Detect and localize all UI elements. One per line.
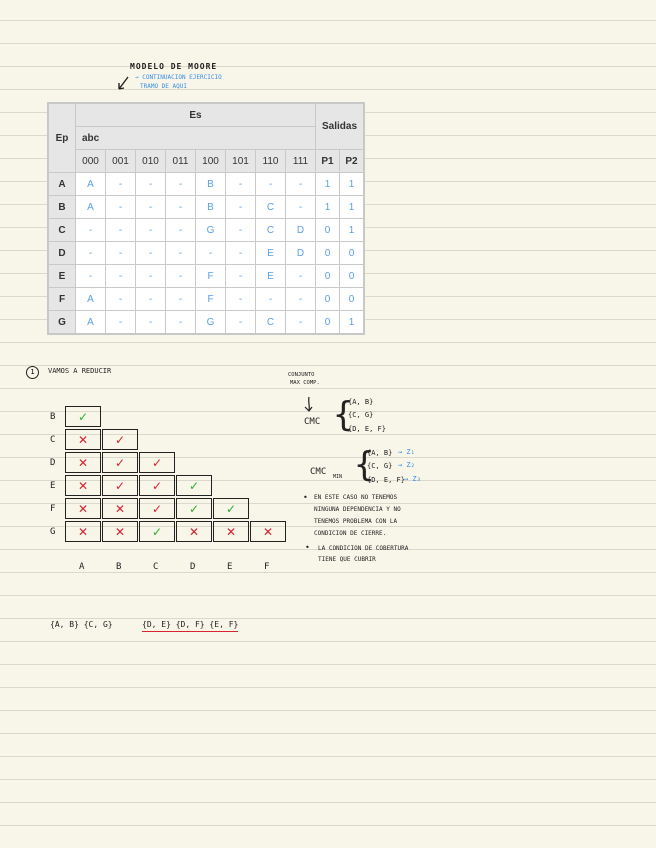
- output-cell: 1: [340, 173, 365, 196]
- state-label: G: [48, 311, 76, 335]
- bullet-dot-1: •: [303, 493, 308, 502]
- next-state-cell: -: [226, 288, 256, 311]
- down-arrow-icon: [302, 396, 316, 414]
- next-state-cell: -: [226, 219, 256, 242]
- output-cell: 0: [316, 311, 340, 335]
- output-header: P2: [340, 150, 365, 173]
- state-label: C: [48, 219, 76, 242]
- state-label: E: [48, 265, 76, 288]
- next-state-cell: G: [196, 219, 226, 242]
- next-state-cell: -: [76, 242, 106, 265]
- bullet1-line-4: CONDICION DE CIERRE.: [314, 530, 387, 537]
- next-state-cell: -: [166, 311, 196, 335]
- output-cell: 1: [340, 311, 365, 335]
- next-state-cell: -: [226, 196, 256, 219]
- row-label: B: [50, 412, 56, 422]
- next-state-cell: -: [106, 196, 136, 219]
- table-row: [48, 173, 364, 196]
- next-state-cell: F: [196, 265, 226, 288]
- next-state-cell: -: [106, 288, 136, 311]
- state-label: D: [48, 242, 76, 265]
- cmc-min-set-3: {D, E, F}: [367, 476, 405, 484]
- next-state-cell: -: [196, 242, 226, 265]
- next-state-cell: -: [166, 242, 196, 265]
- row-label: C: [50, 435, 56, 445]
- output-cell: 1: [340, 196, 365, 219]
- output-cell: 0: [340, 288, 365, 311]
- bullet1-line-2: NINGUNA DEPENDENCIA Y NO: [314, 506, 401, 513]
- bullet2-line-2: TIENE QUE CUBRIR: [318, 556, 376, 563]
- next-state-cell: A: [76, 288, 106, 311]
- table-row: [48, 242, 364, 265]
- step-label: VAMOS A REDUCIR: [48, 367, 112, 375]
- next-state-cell: -: [106, 219, 136, 242]
- cmc-min-set-1: {A, B}: [367, 449, 393, 457]
- output-cell: 0: [340, 265, 365, 288]
- implication-cell: ✕: [65, 521, 101, 542]
- next-state-cell: -: [286, 173, 316, 196]
- next-state-cell: B: [196, 173, 226, 196]
- implication-cell: ✓: [139, 521, 175, 542]
- next-state-cell: -: [166, 265, 196, 288]
- next-state-cell: -: [76, 265, 106, 288]
- implication-cell: ✕: [65, 429, 101, 450]
- implication-cell: ✕: [213, 521, 249, 542]
- next-state-cell: -: [76, 219, 106, 242]
- next-state-cell: A: [76, 311, 106, 335]
- implication-cell: ✓: [139, 475, 175, 496]
- cmc-min-sub: MIN: [333, 474, 343, 480]
- next-state-cell: -: [286, 311, 316, 335]
- next-state-cell: C: [256, 311, 286, 335]
- code-header: 001: [106, 150, 136, 173]
- next-state-cell: G: [196, 311, 226, 335]
- next-state-cell: -: [286, 265, 316, 288]
- code-header: 100: [196, 150, 226, 173]
- next-state-cell: -: [226, 311, 256, 335]
- table-row: [48, 219, 364, 242]
- next-state-cell: C: [256, 196, 286, 219]
- arrow-icon: [114, 74, 134, 94]
- row-label: G: [50, 527, 56, 537]
- next-state-cell: -: [166, 196, 196, 219]
- row-label: F: [50, 504, 56, 514]
- ep-header: Ep: [48, 103, 76, 173]
- implication-cell: ✕: [65, 475, 101, 496]
- col-label: B: [116, 562, 122, 572]
- table-row: [48, 196, 364, 219]
- step-number: 1: [26, 366, 39, 379]
- implication-cell: ✓: [102, 429, 138, 450]
- next-state-cell: -: [136, 311, 166, 335]
- implication-cell: ✕: [102, 521, 138, 542]
- next-state-cell: -: [106, 242, 136, 265]
- next-state-cell: -: [226, 173, 256, 196]
- bullet2-line-1: LA CONDICION DE COBERTURA: [318, 545, 409, 552]
- output-cell: 1: [340, 219, 365, 242]
- state-label: B: [48, 196, 76, 219]
- next-state-cell: F: [196, 288, 226, 311]
- state-label: F: [48, 288, 76, 311]
- next-state-cell: -: [136, 265, 166, 288]
- next-state-cell: -: [226, 242, 256, 265]
- cmc-min-target-3: → Z₃: [404, 475, 421, 483]
- cmc-min-label: CMC: [310, 467, 327, 477]
- implication-cell: ✕: [250, 521, 286, 542]
- row-label: E: [50, 481, 56, 491]
- state-table: [47, 102, 365, 335]
- conjunto-label: CONJUNTO: [288, 372, 315, 378]
- code-header: 000: [76, 150, 106, 173]
- next-state-cell: -: [136, 288, 166, 311]
- implication-cell: ✓: [139, 452, 175, 473]
- implication-cell: ✕: [65, 452, 101, 473]
- implication-cell: ✓: [102, 475, 138, 496]
- next-state-cell: -: [106, 311, 136, 335]
- output-cell: 0: [316, 265, 340, 288]
- bullet1-line-1: EN ESTE CASO NO TENEMOS: [314, 494, 398, 501]
- cmc-set-2: {C, G}: [348, 411, 374, 419]
- output-cell: 0: [316, 242, 340, 265]
- col-label: E: [227, 562, 233, 572]
- next-state-cell: -: [226, 265, 256, 288]
- cmc-brace: {: [333, 395, 354, 435]
- output-cell: 0: [316, 219, 340, 242]
- bottom-sets-plain: {A, B} {C, G}: [50, 620, 113, 629]
- page-title: MODELO DE MOORE: [130, 62, 218, 71]
- implication-cell: ✕: [176, 521, 212, 542]
- next-state-cell: B: [196, 196, 226, 219]
- es-header: Es: [76, 103, 316, 127]
- implication-cell: ✓: [139, 498, 175, 519]
- outputs-header: Salidas: [316, 103, 365, 150]
- table-row: [48, 311, 364, 335]
- cmc-label: CMC: [304, 417, 321, 427]
- bullet1-line-3: TENEMOS PROBLEMA CON LA: [314, 518, 398, 525]
- conjunto-label-2: MAX COMP.: [290, 380, 320, 386]
- cmc-set-1: {A, B}: [348, 398, 374, 406]
- col-label: C: [153, 562, 159, 572]
- code-header: 110: [256, 150, 286, 173]
- next-state-cell: D: [286, 242, 316, 265]
- next-state-cell: -: [106, 173, 136, 196]
- next-state-cell: A: [76, 196, 106, 219]
- next-state-cell: -: [136, 196, 166, 219]
- table-row: [48, 265, 364, 288]
- next-state-cell: D: [286, 219, 316, 242]
- cmc-min-brace: {: [354, 445, 375, 485]
- abc-header: abc: [76, 127, 316, 150]
- next-state-cell: -: [256, 288, 286, 311]
- code-header: 011: [166, 150, 196, 173]
- output-header: P1: [316, 150, 340, 173]
- header-note-2: TRAMO DE AQUI: [140, 83, 187, 90]
- implication-cell: ✓: [102, 452, 138, 473]
- output-cell: 0: [316, 288, 340, 311]
- code-header: 111: [286, 150, 316, 173]
- next-state-cell: -: [256, 173, 286, 196]
- output-cell: 1: [316, 173, 340, 196]
- next-state-cell: -: [286, 288, 316, 311]
- next-state-cell: A: [76, 173, 106, 196]
- next-state-cell: E: [256, 242, 286, 265]
- next-state-cell: -: [166, 288, 196, 311]
- output-cell: 1: [316, 196, 340, 219]
- implication-cell: ✓: [65, 406, 101, 427]
- col-label: A: [79, 562, 85, 572]
- next-state-cell: -: [106, 265, 136, 288]
- next-state-cell: -: [136, 219, 166, 242]
- cmc-min-target-1: → Z₁: [398, 448, 415, 456]
- next-state-cell: -: [136, 173, 166, 196]
- state-label: A: [48, 173, 76, 196]
- next-state-cell: -: [286, 196, 316, 219]
- bottom-sets-underlined: {D, E} {D, F} {E, F}: [142, 620, 238, 632]
- next-state-cell: -: [166, 173, 196, 196]
- row-label: D: [50, 458, 56, 468]
- table-row: [48, 288, 364, 311]
- cmc-min-target-2: → Z₂: [398, 461, 415, 469]
- implication-cell: ✓: [213, 498, 249, 519]
- col-label: F: [264, 562, 270, 572]
- col-label: D: [190, 562, 196, 572]
- implication-cell: ✕: [65, 498, 101, 519]
- header-note-1: → CONTINUACION EJERCICIO: [135, 74, 222, 81]
- implication-cell: ✓: [176, 475, 212, 496]
- cmc-min-set-2: {C, G}: [367, 462, 393, 470]
- code-header: 010: [136, 150, 166, 173]
- cmc-set-3: {D, E, F}: [348, 425, 386, 433]
- bullet-dot-2: •: [305, 543, 310, 552]
- next-state-cell: E: [256, 265, 286, 288]
- next-state-cell: -: [136, 242, 166, 265]
- implication-cell: ✕: [102, 498, 138, 519]
- next-state-cell: C: [256, 219, 286, 242]
- output-cell: 0: [340, 242, 365, 265]
- code-header: 101: [226, 150, 256, 173]
- next-state-cell: -: [166, 219, 196, 242]
- implication-cell: ✓: [176, 498, 212, 519]
